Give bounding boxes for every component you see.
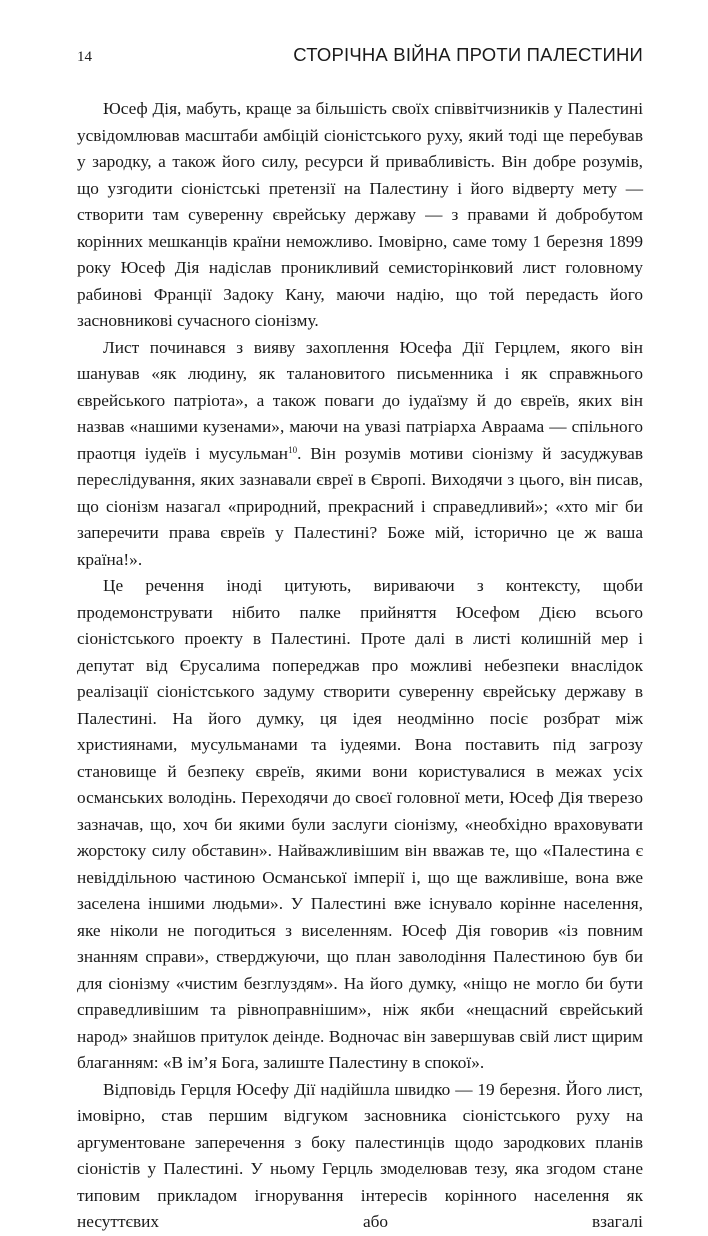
body-text — [77, 96, 643, 1236]
page-header — [77, 44, 643, 72]
running-title: СТОРІЧНА ВІЙНА ПРОТИ ПАЛЕСТИНИ — [293, 44, 643, 65]
paragraph-2-continuation: . Він розумів мотиви сіонізму й засуджував переслідування, яких зазнавали євреї в Європі. Виходячи з цього, він писав, що сіонізм назагал «природний, прекрасний і справедливий»; «хто міг би заперечити права євреїв у Палестині? Боже мій, історично це ж ваша країна!». — [77, 443, 643, 569]
paragraph-3: Це речення іноді цитують, вириваючи з контексту, щоби продемонструвати нібито палке прийняття Юсефом Дією всього сіоністського проекту в Палестині. Проте далі в листі колишній мер і депутат від Єрусалима попереджав про можливі небезпеки внаслідок реалізації сіоністського задуму створити суверенну єврейську державу в Палестині. На його думку, ця ідея неодмінно посіє розбрат між християнами, мусульманами та іудеями. Вона поставить під загрозу становище й безпеку євреїв, якими вони користувалися в межах усіх османських володінь. Переходячи до своєї головної мети, Юсеф Дія тверезо зазначав, що, хоч би якими були заслуги сіонізму, «необхідно враховувати жорстоку силу обставин». Найважливішим він вважав те, що «Палестина є невіддільною частиною Османської імперії і, що ще важливіше, вона вже заселена іншими людьми». У Палестині вже існувало корінне населення, яке ніколи не погодиться з виселенням. Юсеф Дія говорив «із повним знанням справи», стверджуючи, що план заволодіння Палестиною був би для сіонізму «чистим безглуздям». На його думку, «ніщо не могло би бути справедливішим та рівноправнішим», ніж якби «нещасний єврейський народ» знайшов притулок деінде. Водночас він завершував свій лист щирим благанням: «В ім’я Бога, залиште Палестину в спокої». — [77, 576, 643, 1072]
paragraph-4: Відповідь Герцля Юсефу Дії надійшла швидко — 19 березня. Його лист, імовірно, став першим відгуком засновника сіоністського руху на аргументоване заперечення з боку палестинців щодо зародкових планів сіоністів у Палестині. У ньому Герцль змоделював тезу, яка згодом стане типовим прикладом ігнорування інтересів корінного населення як несуттєвих або взагалі — [77, 1079, 643, 1231]
paragraph-2 — [77, 335, 643, 574]
paragraph-2-text: Лист починався з вияву захоплення Юсефа Дії Герцлем, якого він шанував «як людину, як талановитого письменника і як справжнього єврейського патріота», а також поваги до іудаїзму й до євреїв, яких він назвав «нашими кузенами», маючи на увазі патріарха Авраама — спільного праотця іудеїв і мусульман — [77, 337, 643, 463]
page-number: 14 — [77, 49, 92, 65]
footnote-ref: 10 — [288, 444, 298, 455]
paragraph-1: Юсеф Дія, мабуть, краще за більшість своїх співвітчизників у Палестині усвідомлював масштаби амбіцій сіоністського руху, який тоді ще перебував у зародку, а також його силу, ресурси й привабливість. Він добре розумів, що узгодити сіоністські претензії на Палестину і його відверту мету — створити там суверенну єврейську державу — з правами й добробутом корінних мешканців країни неможливо. Імовірно, саме тому 1 березня 1899 року Юсеф Дія надіслав проникливий семисторінковий лист головному рабинові Франції Задоку Кану, маючи надію, що той передасть його засновникові сучасного сіонізму. — [77, 99, 643, 330]
